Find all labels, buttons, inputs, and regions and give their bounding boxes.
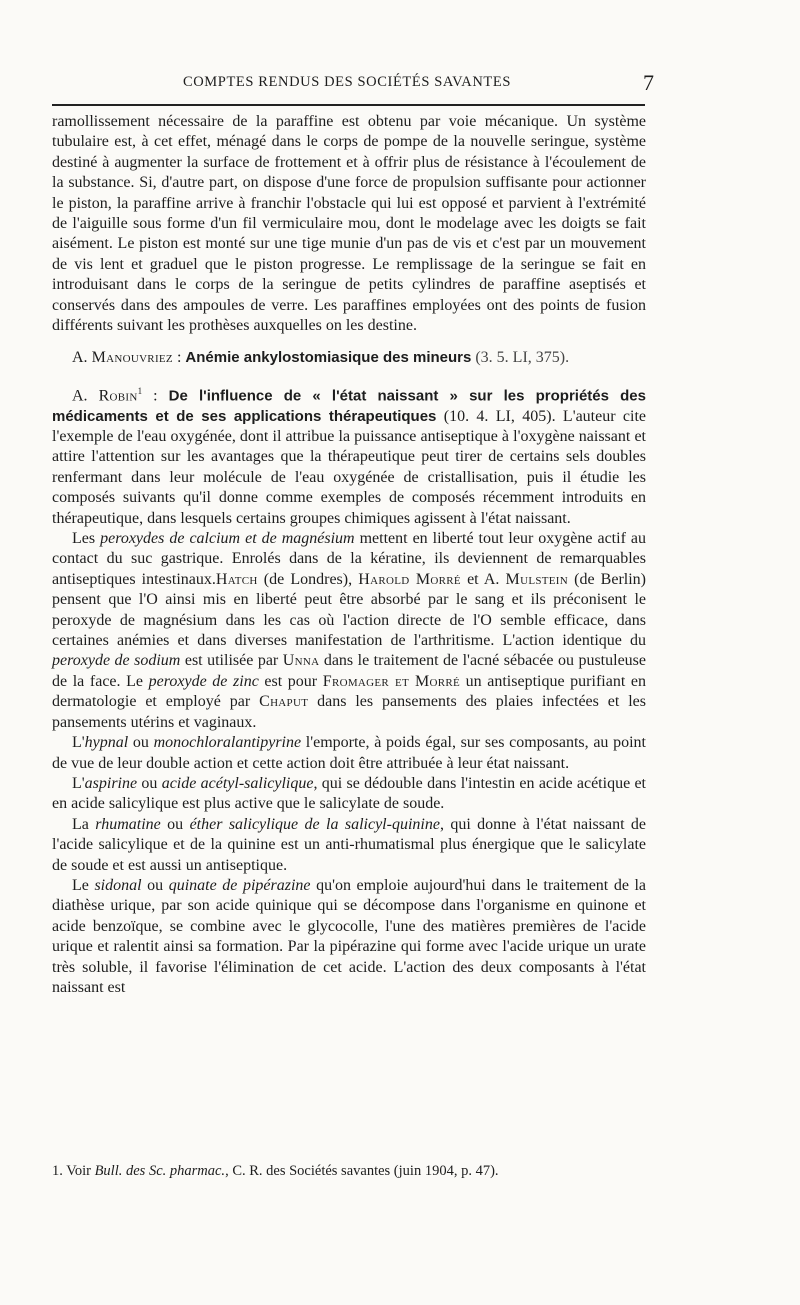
author-name: Mulstein bbox=[505, 570, 568, 588]
author-name: Unna bbox=[282, 652, 320, 670]
entry-reference: (3. 5. LI, 375). bbox=[471, 349, 570, 367]
paragraph-peroxydes: Les peroxydes de calcium et de magnésium mettent en liberté tout leur oxygène actif au contact du suc gastrique. Enrolés dans de la kératine, ils deviennent de remarquables antiseptiques intestinaux.Hatch (de Londres), Harold Morré et A. Mulstein (de Berlin) pensent que l'O ainsi mis en liberté peut être absorbé par le sang et ils préconisent le peroxyde de magnésium dans les cas où l'action directe de l'O semble efficace, dans certaines anémies et dans diverses manifestation de l'arthritisme. L'action identique du peroxyde de sodium est utilisée par Unna dans le traitement de l'acné sébacée ou pustuleuse de la face. Le peroxyde de zinc est pour Fromager et Morré un antiseptique purifiant en dermatologie et employé par Chaput dans les pansements des plaies infectées et les pansements utérins et vaginaux. bbox=[52, 530, 647, 731]
footnote-mark: 1 bbox=[137, 385, 143, 396]
paragraph-continuation: ramollissement nécessaire de la paraffine est obtenu par voie mécanique. Un système tubulaire est, à cet effet, ménagé dans le corps de pompe de la nouvelle seringue, système destiné à augmenter la surface de frottement et à offrir plus de résistance à l'écoulement de la substance. Si, d'autre part, on dispose d'une force de propulsion suffisante pour actionner le piston, la paraffine arrive à franchir l'obstacle qui lui est opposé et parvient à l'extrémité de l'aiguille sous forme d'un fil vermiculaire mou, dont le modelage avec les doigts se fait aisément. Le piston est monté sur une tige munie d'un pas de vis et c'est par un mouvement de vis lent et graduel que le piston progresse. Le remplissage de la seringue se fait en introduisant dans le corps de la seringue de petits cylindres de paraffine aseptisés et conservés dans des ampoules de verre. Les paraffines employées ont des points de fusion différents suivant les prothèses auxquelles on les destine. bbox=[52, 113, 646, 335]
paragraph-aspirine: L'aspirine ou acide acétyl-salicylique, qui se dédouble dans l'intestin en acide acétique et en acide salicylique est plus active que le salicylate de soude. bbox=[52, 774, 647, 813]
entry-title: Anémie ankylostomiasique des mineurs bbox=[185, 349, 472, 367]
paragraph-sidonal: Le sidonal ou quinate de pipérazine qu'on emploie aujourd'hui dans le traitement de la diathèse urique, par son acide quinique qui se décompose dans l'organisme en quinone et acide benzoïque, se combine avec le glycocolle, l'une des matières premières de l'acide urique et ralentit ainsi sa formation. Par la pipérazine qui forme avec l'acide urique un urate très soluble, il favorise l'élimination de cet acide. L'action des deux composants à l'état naissant est bbox=[52, 876, 647, 996]
page-number: 7 bbox=[643, 70, 654, 95]
footnote: 1. Voir Bull. des Sc. pharmac., C. R. des Sociétés savantes (juin 1904, p. 47). bbox=[52, 1163, 499, 1179]
author-name: Harold Morré bbox=[358, 570, 461, 588]
author-name: Manouvriez bbox=[91, 349, 173, 367]
author-name: Hatch bbox=[215, 570, 258, 588]
author-name: Robin bbox=[98, 387, 138, 405]
paragraph-rhumatine: La rhumatine ou éther salicylique de la salicyl-quinine, qui donne à l'état naissant de l'acide salicylique et de la quinine est un anti-rhumatismal plus énergique que le salicylate de soude et est aussi un antiseptique. bbox=[52, 815, 647, 874]
entry-manouvriez: A. Manouvriez : Anémie ankylostomiasique des mineurs (3. 5. LI, 375). bbox=[72, 349, 570, 367]
paragraph-hypnal: L'hypnal ou monochloralantipyrine l'emporte, à poids égal, sur ses composants, au point de vue de leur double action et cette action doit être attribuée à leur état naissant. bbox=[52, 734, 647, 772]
author-name: Chaput bbox=[259, 693, 309, 711]
running-title: COMPTES RENDUS DES SOCIÉTÉS SAVANTES bbox=[182, 74, 512, 90]
entry-robin: A. Robin$^1$ : De l'influence de « l'état naissant » sur les propriétés des médicaments et de ses applications thérapeutiques (10. 4. LI, 405). L'auteur cite l'exemple de l'eau oxygénée, dont il attribue la puissance antiseptique à l'oxygène naissant et attire l'attention sur les avantages que la thérapeutique peut tirer de certains sels doubles renfermant dans leur molécule de l'eau oxygénée de cristallisation, puis il étudie les composés suivants qu'il donne comme exemples de composés récemment introduits en thérapeutique, dans lesquels certains groupes chimiques agissent à l'état naissant. bbox=[52, 385, 646, 527]
running-head bbox=[52, 70, 654, 102]
body-text bbox=[52, 112, 646, 998]
author-name: Fromager et Morré bbox=[322, 672, 461, 690]
header-rule bbox=[52, 104, 645, 106]
entry-title: De l'influence de « l'état naissant » sur les propriétés des médicaments et de ses applications thérapeutiques bbox=[52, 387, 646, 425]
